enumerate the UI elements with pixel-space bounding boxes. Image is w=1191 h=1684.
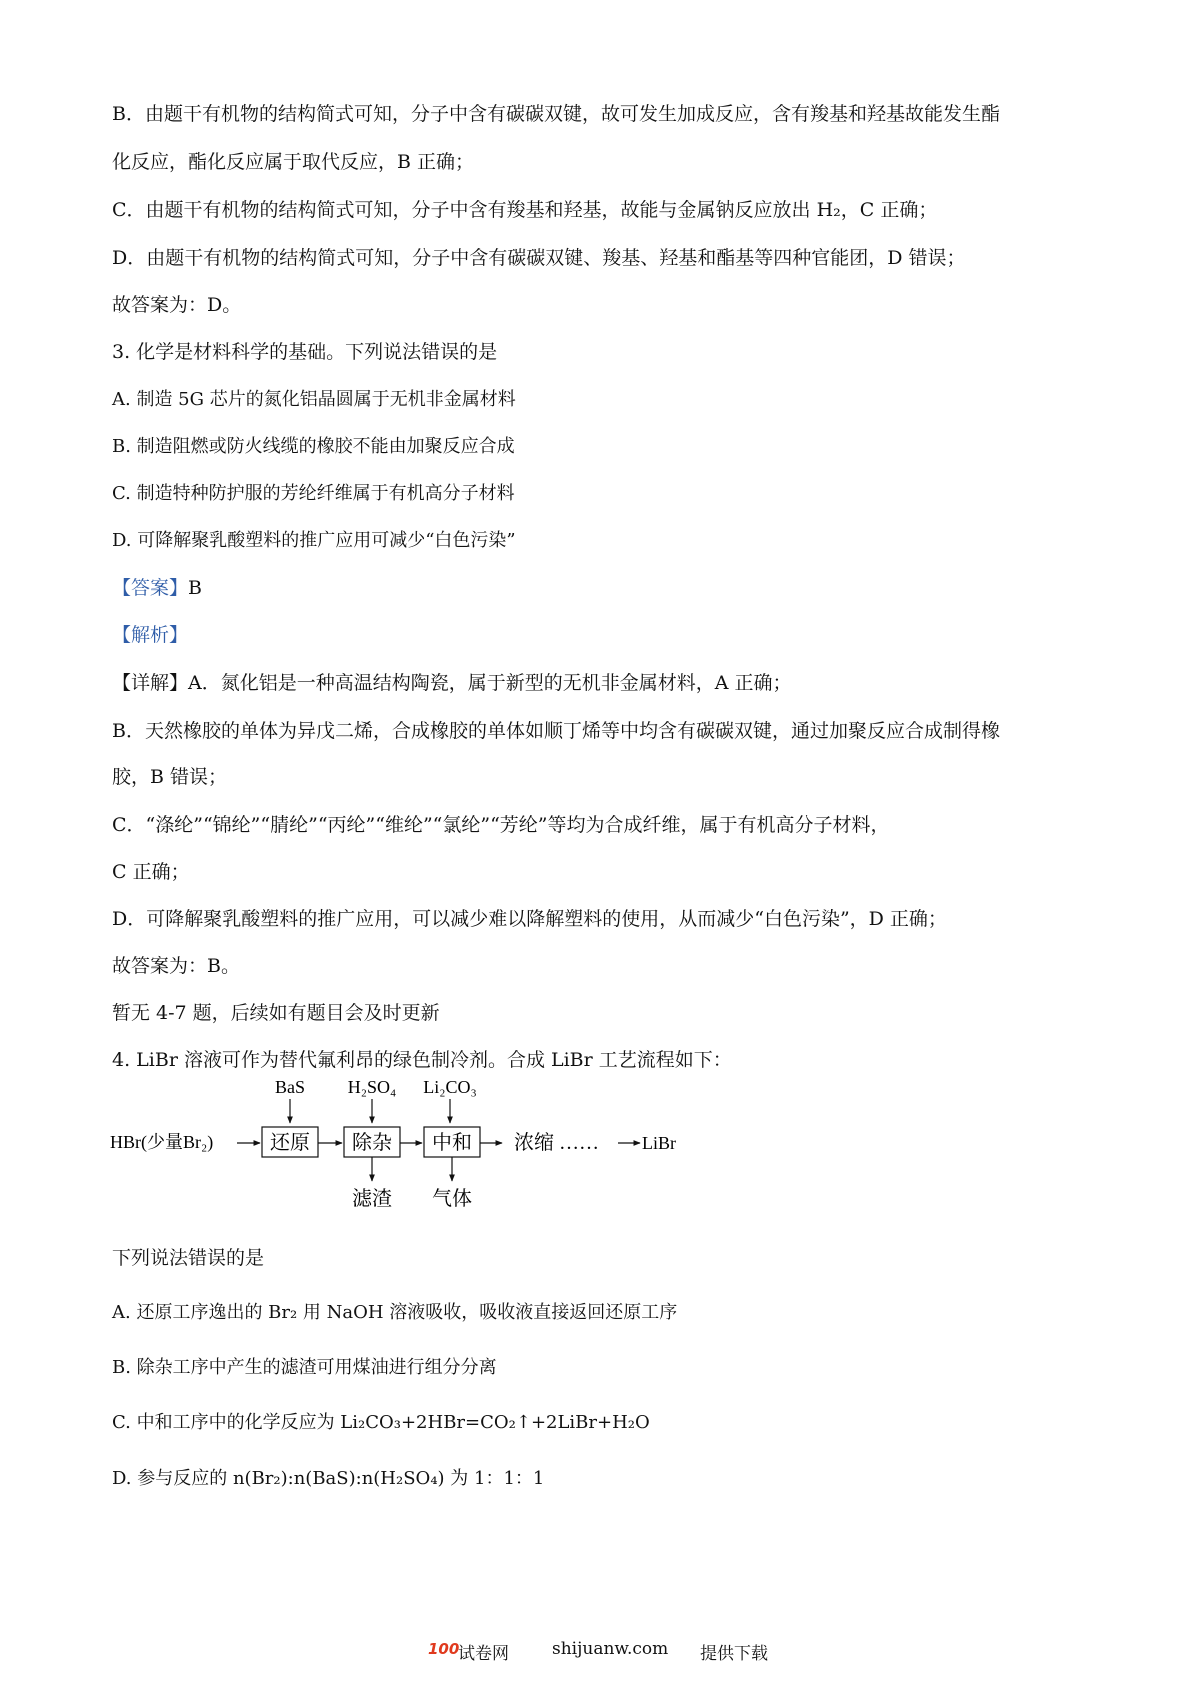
text-line: 下列说法错误的是 [112, 1247, 265, 1269]
question-title: 3. 化学是材料科学的基础。下列说法错误的是 [112, 341, 498, 363]
flow-input: HBr(少量Br₂) [110, 1132, 214, 1152]
text-line: 故答案为：B。 [112, 955, 240, 977]
footer-tagline: 提供下载 [700, 1644, 768, 1664]
text-line: D．由题干有机物的结构简式可知，分子中含有碳碳双键、羧基、羟基和酯基等四种官能团，D 错误； [112, 247, 966, 269]
text-line: C．由题干有机物的结构简式可知，分子中含有羧基和羟基，故能与金属钠反应放出 H₂，C 正确； [112, 199, 938, 221]
text-line: 【详解】A．氮化铝是一种高温结构陶瓷，属于新型的无机非金属材料，A 正确； [112, 672, 792, 694]
output-gas: 气体 [432, 1188, 472, 1210]
flow-concentrate: 浓缩 …… [514, 1132, 599, 1154]
output-residue: 滤渣 [352, 1188, 392, 1210]
step-neutralize: 中和 [432, 1132, 472, 1154]
site-name: 试卷网 [458, 1644, 509, 1664]
option-d: D. 可降解聚乳酸塑料的推广应用可减少“白色污染” [112, 530, 516, 551]
question-title: 4. LiBr 溶液可作为替代氟利昂的绿色制冷剂。合成 LiBr 工艺流程如下： [112, 1049, 732, 1071]
text-line: C．“涤纶”“锦纶”“腈纶”“丙纶”“维纶”“氯纶”“芳纶”等均为合成纤维，属于有机高分子材料， [112, 814, 890, 836]
reagent-li2co3: Li₂CO₃ [423, 1077, 477, 1097]
text-line: C 正确； [112, 861, 190, 883]
process-flow-diagram [110, 1075, 676, 1225]
answer-value: B [188, 577, 202, 599]
reagent-h2so4: H₂SO₄ [347, 1077, 397, 1097]
reagent-bas: BaS [274, 1077, 306, 1097]
text-line: 化反应，酯化反应属于取代反应，B 正确； [112, 151, 475, 173]
answer-line [112, 575, 202, 601]
step-reduce: 还原 [270, 1132, 310, 1154]
text-line: 暂无 4-7 题，后续如有题目会及时更新 [112, 1002, 440, 1024]
option-d: D. 参与反应的 n(Br₂):n(BaS):n(H₂SO₄) 为 1：1：1 [112, 1468, 545, 1489]
option-b: B. 除杂工序中产生的滤渣可用煤油进行组分分离 [112, 1357, 497, 1378]
page-footer [0, 1639, 1191, 1669]
option-c: C. 中和工序中的化学反应为 Li₂CO₃+2HBr=CO₂↑+2LiBr+H₂O [112, 1412, 650, 1433]
text-line: D．可降解聚乳酸塑料的推广应用，可以减少难以降解塑料的使用，从而减少“白色污染”，D 正确； [112, 908, 947, 930]
option-b: B. 制造阻燃或防火线缆的橡胶不能由加聚反应合成 [112, 436, 515, 457]
answer-label: 【答案】 [112, 577, 189, 599]
site-logo: 100 [428, 1640, 460, 1658]
text-line: 胶，B 错误； [112, 766, 228, 788]
flow-product: LiBr [642, 1133, 676, 1153]
option-c: C. 制造特种防护服的芳纶纤维属于有机高分子材料 [112, 483, 515, 504]
text-line: B．由题干有机物的结构简式可知，分子中含有碳碳双键，故可发生加成反应，含有羧基和羟基故能发生酯 [112, 103, 1000, 125]
option-a: A. 还原工序逸出的 Br₂ 用 NaOH 溶液吸收，吸收液直接返回还原工序 [112, 1302, 678, 1323]
analysis-label: 【解析】 [112, 624, 189, 646]
text-line: B．天然橡胶的单体为异戊二烯，合成橡胶的单体如顺丁烯等中均含有碳碳双键，通过加聚反应合成制得橡 [112, 720, 1000, 742]
step-purify: 除杂 [352, 1132, 392, 1154]
text-line: 故答案为：D。 [112, 294, 242, 316]
option-a: A. 制造 5G 芯片的氮化铝晶圆属于无机非金属材料 [112, 389, 516, 410]
site-url[interactable]: shijuanw.com [552, 1639, 669, 1659]
